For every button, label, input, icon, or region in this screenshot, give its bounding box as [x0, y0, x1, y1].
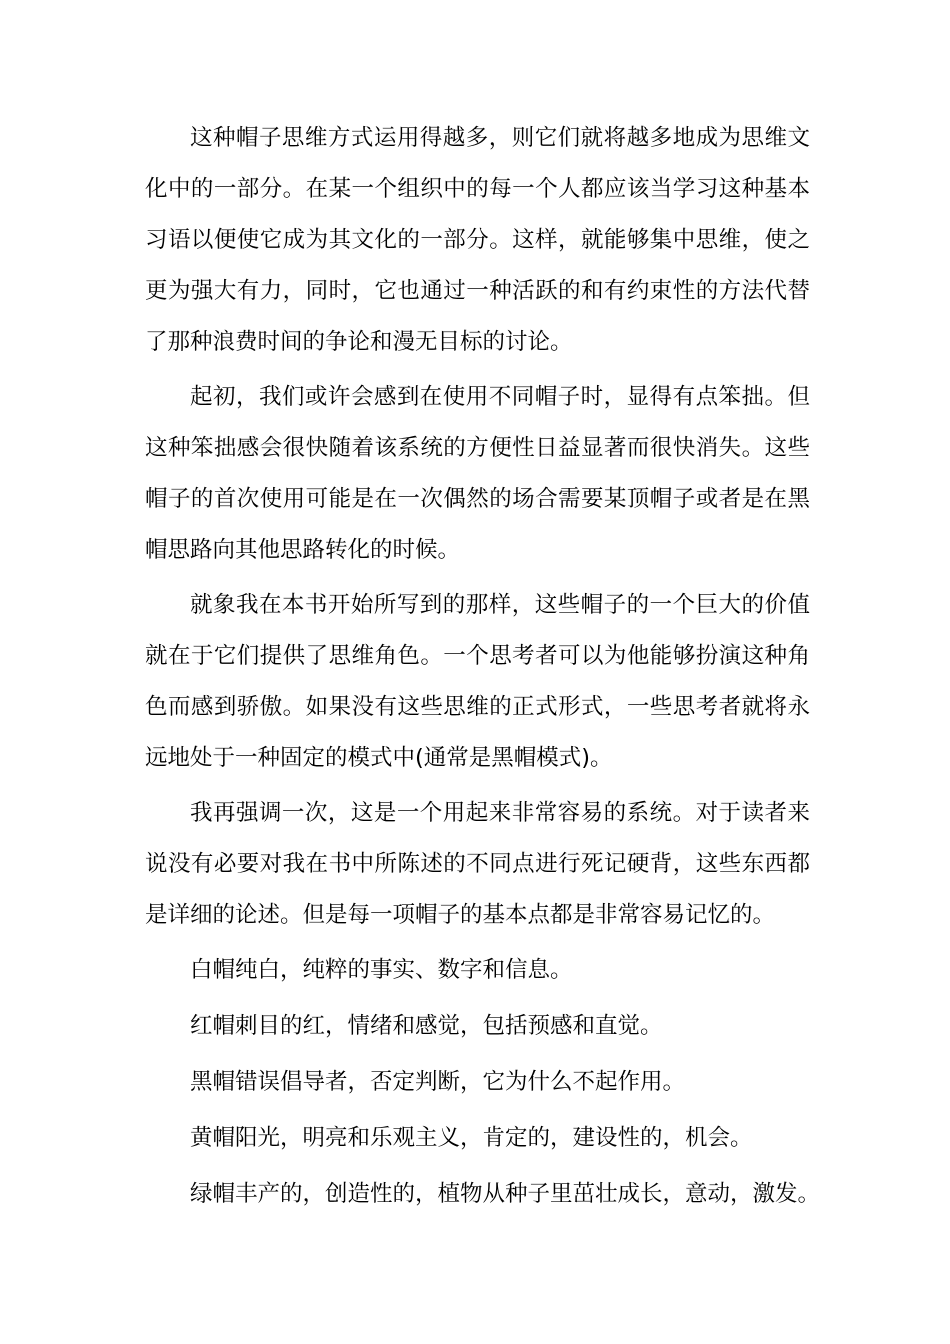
- document-page: [145, 113, 821, 1222]
- paragraph-easy-system: 我再强调一次，这是一个用起来非常容易的系统。对于读者来说没有必要对我在书中所陈述的不同点进行死记硬背，这些东西都是详细的论述。但是每一项帽子的基本点都是非常容易记忆的。: [145, 800, 810, 928]
- green-hat-item: 绿帽丰产的，创造性的，植物从种子里茁壮成长，意动，激发。: [190, 1181, 821, 1207]
- paragraph-hat-thinking-culture: 这种帽子思维方式运用得越多，则它们就将越多地成为思维文化中的一部分。在某一个组织中的每一个人都应该当学习这种基本习语以便使它成为其文化的一部分。这样，就能够集中思维，使之更为强大有力，同时，它也通过一种活跃的和有约束性的方法代替了那种浪费时间的争论和漫无目标的讨论。: [145, 125, 810, 355]
- red-hat-item: 红帽刺目的红，情绪和感觉，包括预感和直觉。: [190, 1013, 663, 1039]
- black-hat-item: 黑帽错误倡导者，否定判断，它为什么不起作用。: [190, 1069, 686, 1095]
- yellow-hat-item: 黄帽阳光，明亮和乐观主义，肯定的，建设性的，机会。: [190, 1125, 753, 1151]
- paragraph-thinking-roles: 就象我在本书开始所写到的那样，这些帽子的一个巨大的价值就在于它们提供了思维角色。一个思考者可以为他能够扮演这种角色而感到骄傲。如果没有这些思维的正式形式，一些思考者就将永远地处于一种固定的模式中(通常是黑帽模式)。: [145, 592, 810, 771]
- white-hat-item: 白帽纯白，纯粹的事实、数字和信息。: [190, 957, 573, 983]
- hat-summary-list: [145, 942, 821, 1222]
- paragraph-initial-awkwardness: 起初，我们或许会感到在使用不同帽子时，显得有点笨拙。但这种笨拙感会很快随着该系统的方便性日益显著而很快消失。这些帽子的首次使用可能是在一次偶然的场合需要某顶帽子或者是在黑帽思路向其他思路转化的时候。: [145, 384, 810, 563]
